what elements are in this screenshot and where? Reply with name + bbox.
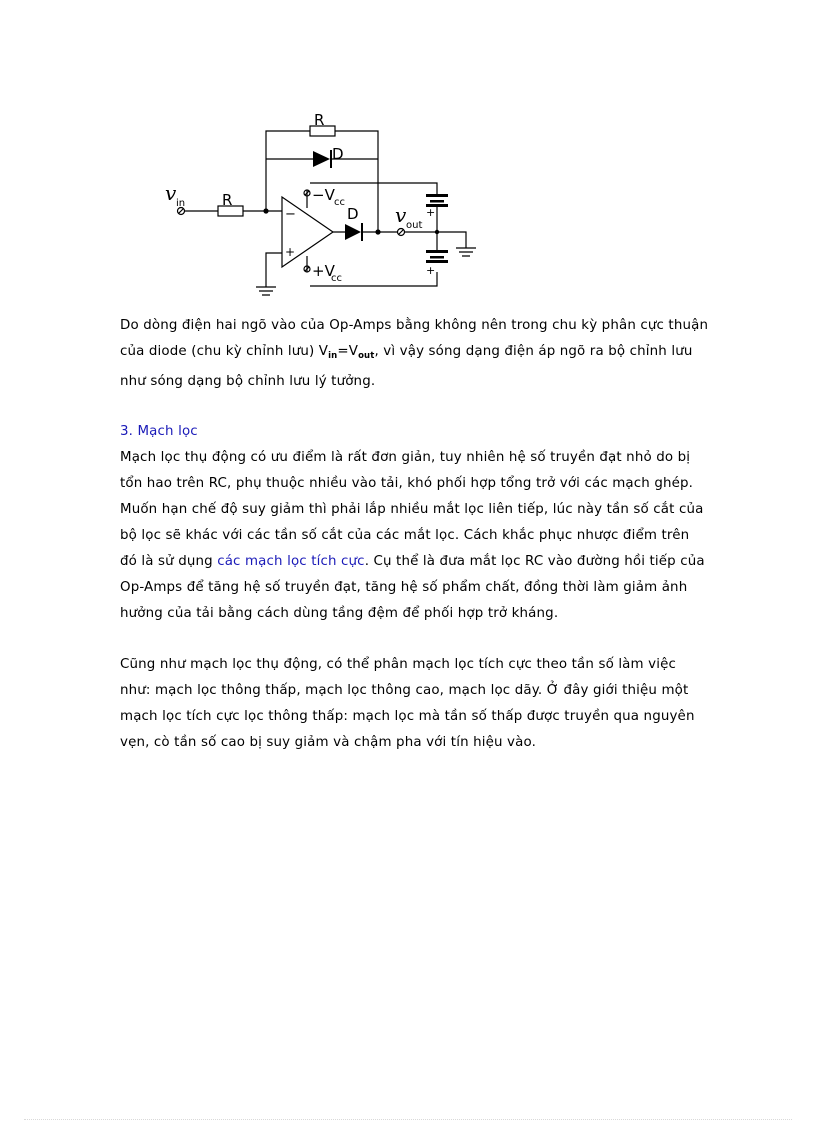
section-heading: 3. Mạch lọc (120, 424, 198, 439)
junction-dot (375, 229, 380, 234)
junction-dot (263, 208, 268, 213)
label-r-input: R (222, 191, 233, 209)
label-batt-plus-top: + (426, 206, 436, 219)
junction-dot (435, 230, 439, 234)
page-divider (24, 1119, 792, 1120)
label-batt-plus-bottom: + (426, 264, 436, 277)
label-vout-sub: out (406, 220, 423, 231)
non-inverting-input-wire (266, 253, 282, 287)
label-pos-vcc: +V (312, 262, 335, 280)
label-r-feedback: R (314, 111, 325, 129)
label-pos-vcc-sub: cc (331, 273, 342, 284)
paragraph-active-filter: Cũng như mạch lọc thụ động, có thể phân mạch lọc tích cực theo tần số làm việc như: mạch lọc thông thấp, mạch lọc thông cao, mạch lọc dãy. Ở đây giới thiệu một mạch lọc tích cực lọc thông thấp: mạch lọc mà tần số thấp được truyền qua nguyên vẹn, cò tần số cao bị suy giảm và chậm pha với tín hiệu vào. (120, 657, 695, 750)
ground-right (456, 248, 476, 256)
ground-left (256, 287, 276, 295)
paragraph-1-text: Do dòng điện hai ngõ vào của Op-Amps bằng không nên trong chu kỳ phân cực thuận của diode (chu kỳ chỉnh lưu) V (120, 318, 709, 359)
active-filter-link[interactable]: các mạch lọc tích cực (217, 554, 365, 569)
paragraph-passive-filter (120, 445, 710, 627)
label-vin-sub: in (176, 198, 186, 209)
vout-subscript: out (358, 351, 375, 361)
paragraph-rectifier (120, 313, 710, 395)
paragraph-1-end: , vì vậy sóng dạng điện áp ngõ ra bộ chỉnh lưu như sóng dạng bộ chỉnh lưu lý tưởng. (120, 344, 693, 389)
paragraph-1-eq: =V (337, 344, 359, 359)
paragraph-2-end: . Cụ thể là đưa mắt lọc RC vào đường hồi tiếp của Op-Amps để tăng hệ số truyền đạt, tăng hệ số phẩm chất, đồng thời làm giảm ảnh hưởng của tải bằng cách dùng tầng đệm để phối hợp trở kháng. (120, 554, 705, 621)
label-d-output: D (347, 205, 359, 223)
label-vout: v (395, 203, 407, 227)
label-minus: − (285, 207, 296, 222)
label-plus: + (285, 245, 296, 259)
vin-subscript: in (328, 351, 338, 361)
output-diode (345, 224, 361, 240)
battery-bottom (426, 250, 448, 263)
label-d-feedback: D (332, 145, 344, 163)
label-vin: v (165, 181, 177, 205)
rectifier-circuit-diagram (160, 108, 500, 308)
label-neg-vcc: −V (312, 186, 335, 204)
paragraph-2-text: Mạch lọc thụ động có ưu điểm là rất đơn giản, tuy nhiên hệ số truyền đạt nhỏ do bị tổn hao trên RC, phụ thuộc nhiều vào tải, khó phối hợp tổng trở với các mạch ghép. Muốn hạn chế độ suy giảm thì phải lắp nhiều mắt lọc liên tiếp, lúc này tần số cắt của bộ lọc sẽ khác với các tần số cắt của các mắt lọc. Cách khắc phục nhược điểm trên đó là sử dụng (120, 450, 704, 569)
label-neg-vcc-sub: cc (334, 197, 345, 208)
feedback-diode (313, 151, 330, 167)
